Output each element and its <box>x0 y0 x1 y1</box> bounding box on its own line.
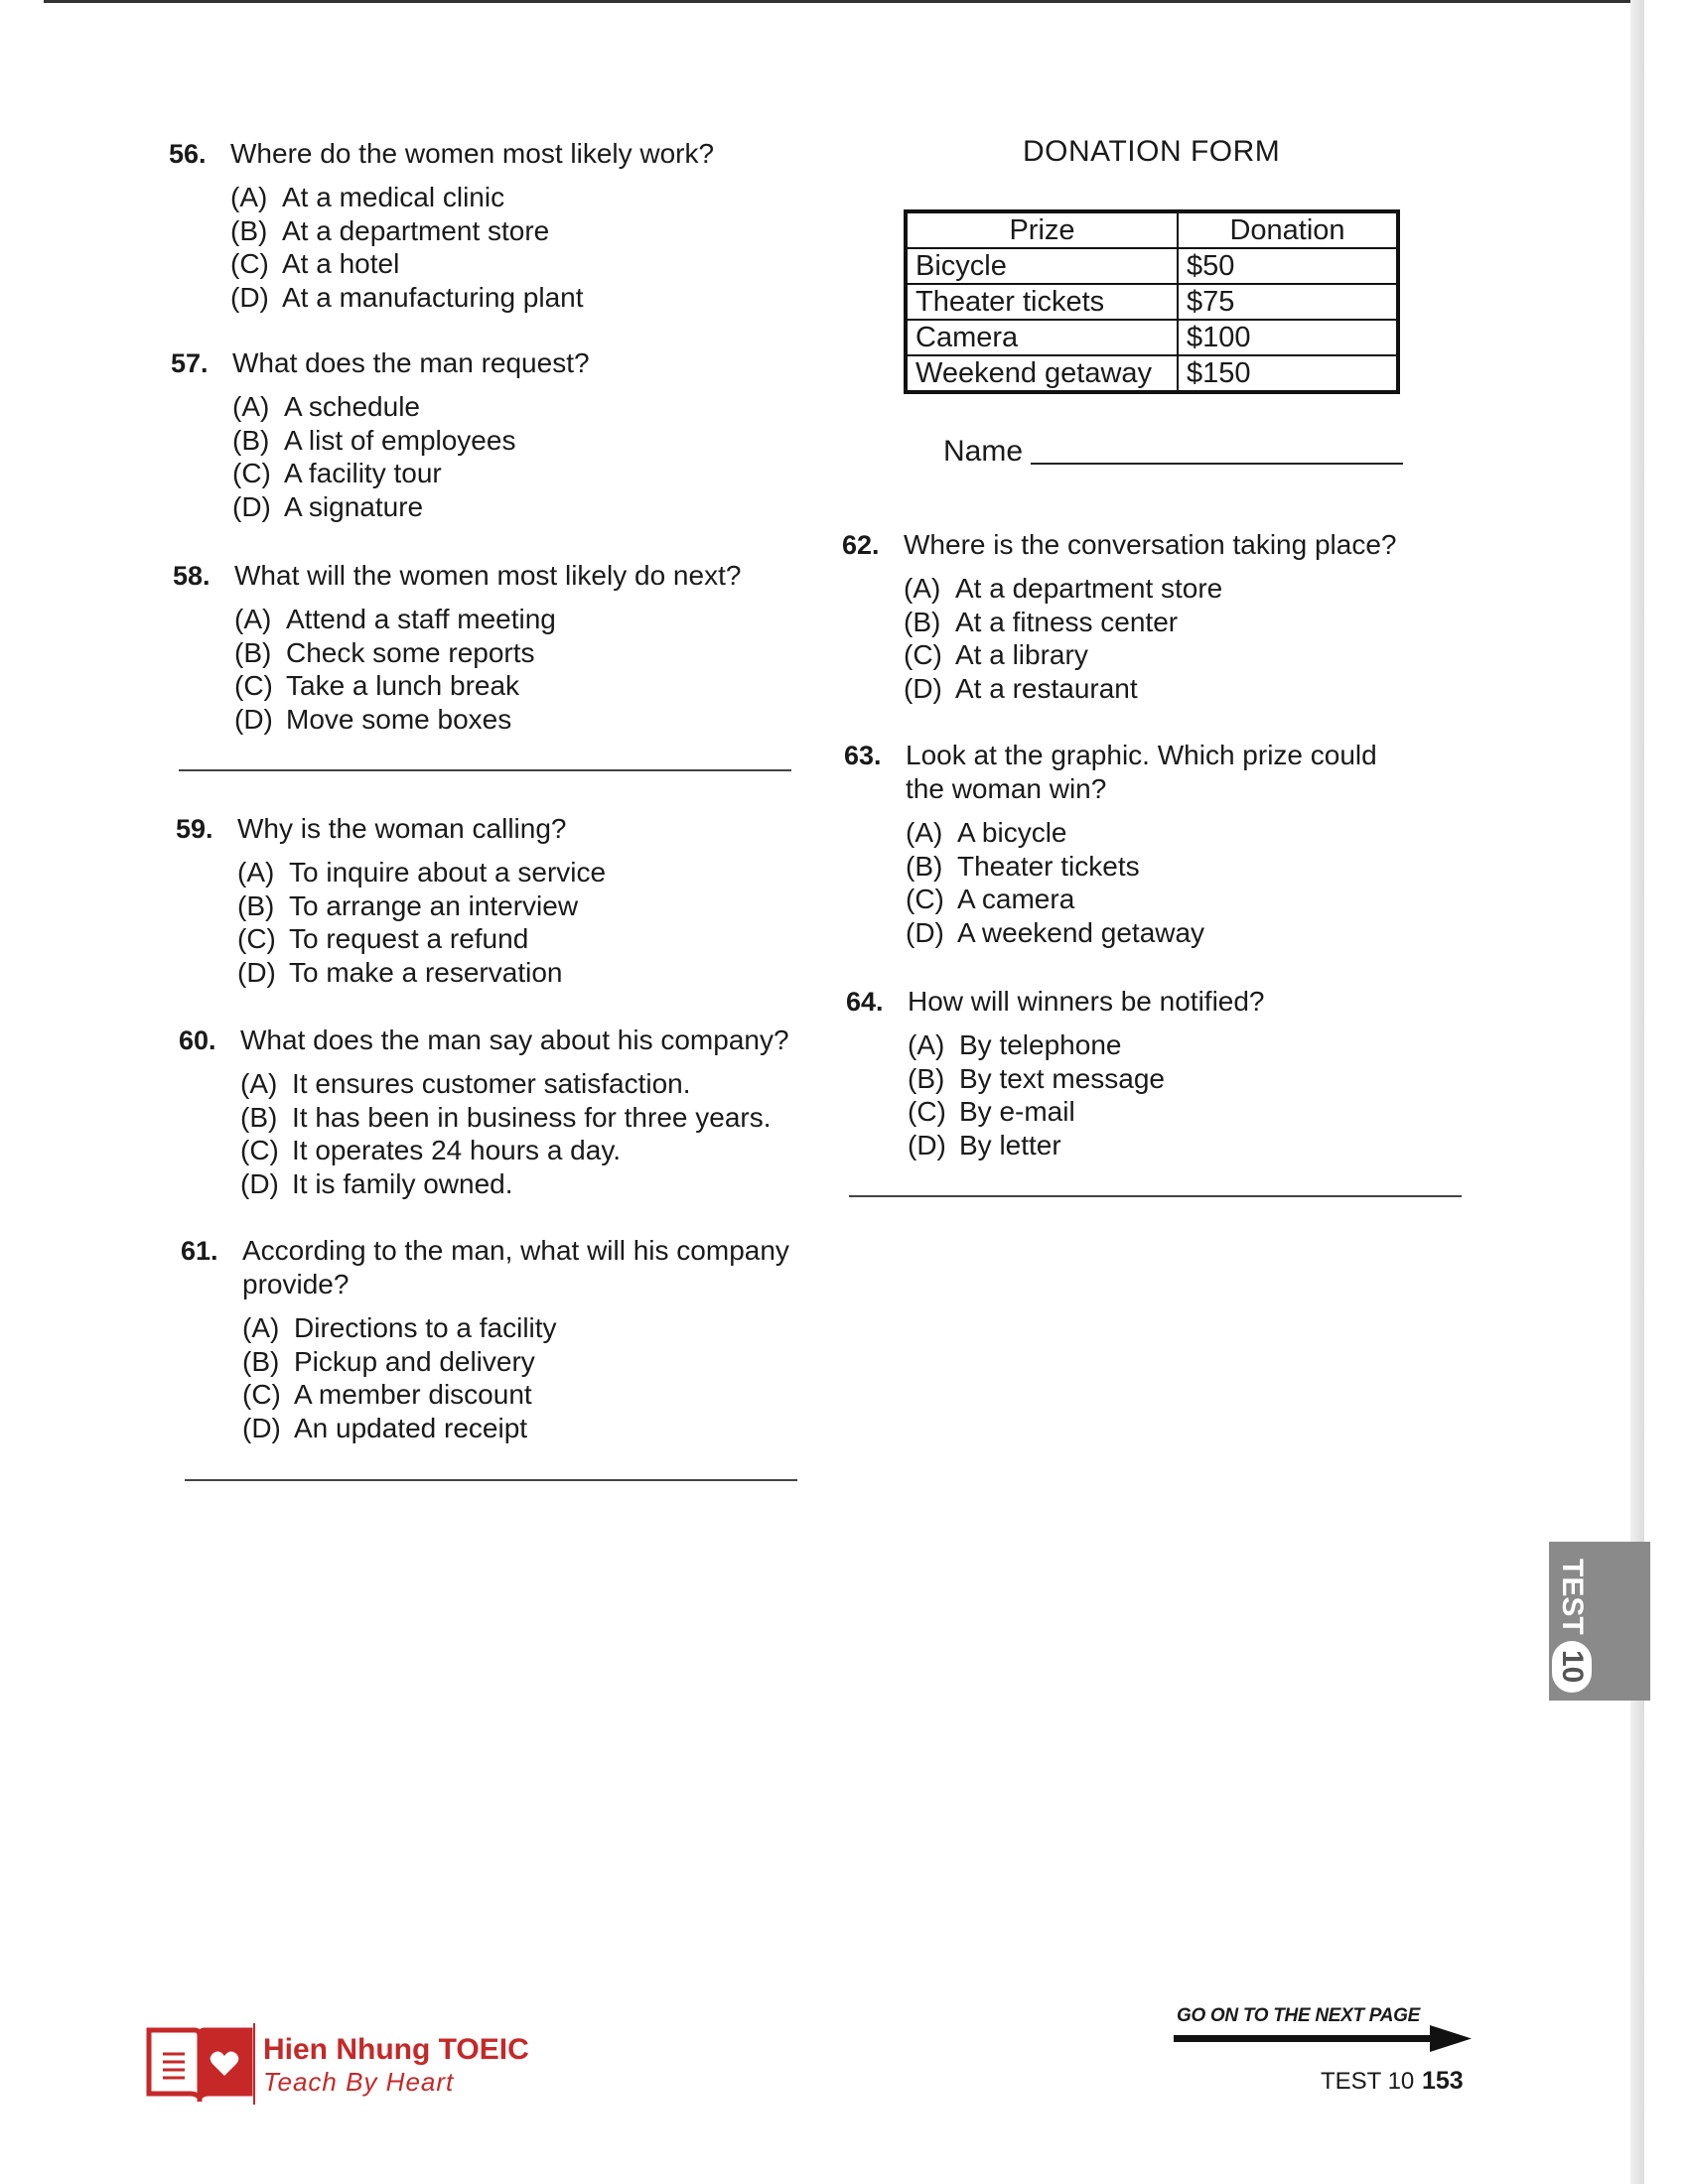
column-header: Donation <box>1178 211 1398 248</box>
option-a[interactable]: (A) At a department store <box>904 573 1223 604</box>
option-c[interactable]: (C) A facility tour <box>232 458 442 488</box>
question-text: What does the man request? <box>232 347 590 378</box>
donation-cell: $50 <box>1178 248 1398 284</box>
question-text: Why is the woman calling? <box>237 813 567 844</box>
question-number: 59. <box>176 814 213 844</box>
question-57 <box>171 346 806 523</box>
prize-cell: Camera <box>906 320 1178 355</box>
question-62 <box>842 528 1418 705</box>
section-divider <box>179 769 791 771</box>
question-number: 61. <box>181 1236 218 1266</box>
donation-cell: $150 <box>1178 355 1398 392</box>
option-d[interactable]: (D) It is family owned. <box>240 1167 513 1199</box>
brand-tagline: Teach By Heart <box>263 2067 455 2097</box>
table-row <box>906 320 1398 355</box>
option-c[interactable]: (C) At a hotel <box>230 248 400 279</box>
next-page-text: GO ON TO THE NEXT PAGE <box>1177 2005 1421 2026</box>
table-row <box>906 355 1398 392</box>
table-header-row <box>906 211 1398 248</box>
option-a[interactable]: (A) A schedule <box>232 391 420 422</box>
option-c[interactable]: (C) A member discount <box>242 1379 532 1410</box>
tab-text: TEST <box>1556 1559 1589 1635</box>
option-b[interactable]: (B) It has been in business for three years. <box>240 1101 772 1133</box>
question-64 <box>846 985 1422 1161</box>
option-b[interactable]: (B) A list of employees <box>232 424 516 456</box>
option-d[interactable]: (D) At a restaurant <box>904 672 1138 704</box>
question-text: Look at the graphic. Which prize could the woman win? <box>906 740 1377 804</box>
footer-test-label: TEST 10 <box>1321 2068 1415 2095</box>
book-heart-icon <box>145 2024 254 2102</box>
question-text: Where is the conversation taking place? <box>904 529 1397 560</box>
question-63 <box>844 739 1420 949</box>
form-title: DONATION FORM <box>1023 135 1281 168</box>
option-c[interactable]: (C) At a library <box>904 639 1088 670</box>
section-divider <box>185 1479 797 1481</box>
donation-table <box>904 209 1400 394</box>
donation-cell: $100 <box>1178 320 1398 355</box>
option-d[interactable]: (D) A weekend getaway <box>906 916 1205 948</box>
option-b[interactable]: (B) By text message <box>908 1062 1165 1094</box>
question-59 <box>176 812 831 989</box>
arrow-right-icon <box>1174 2025 1472 2053</box>
option-c[interactable]: (C) To request a refund <box>237 923 529 954</box>
option-b[interactable]: (B) At a department store <box>230 214 550 246</box>
table-row <box>906 284 1398 320</box>
option-a[interactable]: (A) At a medical clinic <box>230 182 505 212</box>
option-b[interactable]: (B) At a fitness center <box>904 606 1179 637</box>
option-d[interactable]: (D) A signature <box>232 490 424 522</box>
question-number: 64. <box>846 987 884 1017</box>
question-text: What will the women most likely do next? <box>234 560 742 591</box>
question-text: How will winners be notified? <box>908 986 1265 1017</box>
tab-number: 10 <box>1552 1641 1592 1693</box>
option-a[interactable]: (A) A bicycle <box>906 817 1067 848</box>
table-row <box>906 248 1398 284</box>
option-c[interactable]: (C) It operates 24 hours a day. <box>240 1135 622 1165</box>
question-56 <box>169 137 804 314</box>
question-number: 57. <box>171 348 209 378</box>
column-header: Prize <box>906 211 1178 248</box>
option-d[interactable]: (D) By letter <box>908 1129 1061 1160</box>
option-b[interactable]: (B) Theater tickets <box>906 850 1140 882</box>
donation-cell: $75 <box>1178 284 1398 320</box>
option-d[interactable]: (D) Move some boxes <box>234 703 512 735</box>
option-c[interactable]: (C) Take a lunch break <box>234 670 520 701</box>
test-tab-label <box>1552 1559 1592 1693</box>
name-label: Name <box>943 435 1024 468</box>
question-text: According to the man, what will his company provide? <box>242 1235 789 1299</box>
question-58 <box>173 559 808 736</box>
option-a[interactable]: (A) Directions to a facility <box>242 1312 557 1343</box>
option-a[interactable]: (A) To inquire about a service <box>237 857 607 887</box>
question-61 <box>181 1234 816 1444</box>
option-a[interactable]: (A) It ensures customer satisfaction. <box>240 1068 691 1099</box>
option-b[interactable]: (B) Check some reports <box>234 636 535 668</box>
option-b[interactable]: (B) Pickup and delivery <box>242 1345 535 1377</box>
option-d[interactable]: (D) To make a reservation <box>237 956 563 988</box>
question-number: 60. <box>179 1025 216 1055</box>
option-c[interactable]: (C) A camera <box>906 884 1075 914</box>
question-60 <box>179 1024 834 1200</box>
option-a[interactable]: (A) By telephone <box>908 1029 1122 1060</box>
question-number: 58. <box>173 561 211 591</box>
brand-name: Hien Nhung TOEIC <box>263 2033 529 2066</box>
prize-cell: Bicycle <box>906 248 1178 284</box>
question-number: 62. <box>842 530 880 560</box>
option-b[interactable]: (B) To arrange an interview <box>237 889 579 921</box>
page-number: 153 <box>1422 2067 1464 2095</box>
question-text: Where do the women most likely work? <box>230 138 715 169</box>
page-edge <box>1630 0 1644 2184</box>
option-d[interactable]: (D) An updated receipt <box>242 1412 528 1443</box>
name-field-line[interactable] <box>1031 463 1403 465</box>
section-divider <box>849 1195 1462 1197</box>
logo-divider <box>253 2023 255 2105</box>
option-a[interactable]: (A) Attend a staff meeting <box>234 604 556 634</box>
top-rule <box>44 0 1632 3</box>
question-number: 56. <box>169 139 207 169</box>
option-d[interactable]: (D) At a manufacturing plant <box>230 281 584 313</box>
question-text: What does the man say about his company? <box>240 1024 789 1055</box>
prize-cell: Weekend getaway <box>906 355 1178 392</box>
prize-cell: Theater tickets <box>906 284 1178 320</box>
option-c[interactable]: (C) By e-mail <box>908 1096 1075 1127</box>
question-number: 63. <box>844 741 882 770</box>
